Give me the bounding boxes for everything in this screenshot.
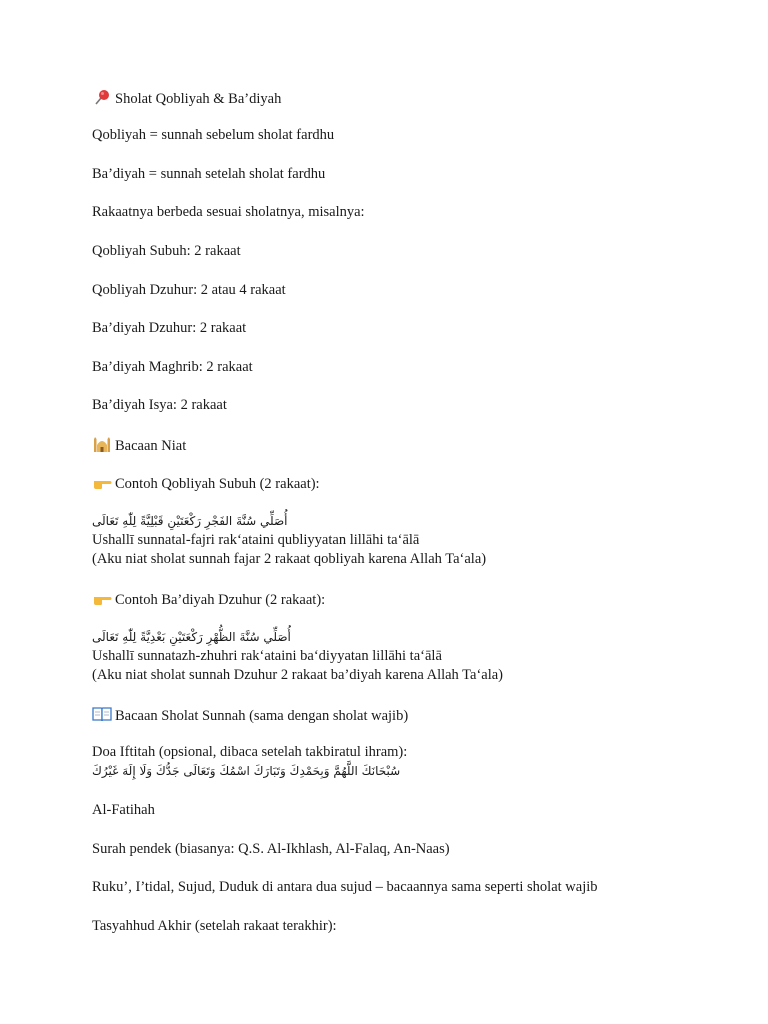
list-item: Ba’diyah Maghrib: 2 rakaat	[92, 359, 253, 375]
list-item: Qobliyah Subuh: 2 rakaat	[92, 243, 241, 259]
niat-arabic-subuh: أُصَلِّي سُنَّةَ الفَجْرِ رَكْعَتَيْنِ قَبْلِيَّةً لِلّٰهِ تَعَالَى	[92, 514, 288, 528]
surah-pendek: Surah pendek (biasanya: Q.S. Al-Ikhlash, Al-Falaq, An-Naas)	[92, 841, 450, 857]
niat-meaning-subuh: (Aku niat sholat sunnah fajar 2 rakaat qobliyah karena Allah Ta‘ala)	[92, 551, 487, 567]
example-badiyah-dzuhur-title: Contoh Ba’diyah Dzuhur (2 rakaat):	[92, 589, 325, 609]
fatihah-label: Al-Fatihah	[92, 802, 155, 818]
heading-qobliyah-badiyah: Sholat Qobliyah & Ba’diyah	[92, 88, 281, 108]
niat-arabic-dzuhur: أُصَلِّي سُنَّةَ الظُّهْرِ رَكْعَتَيْنِ بَعْدِيَّةً لِلّٰهِ تَعَالَى	[92, 630, 291, 644]
pointing-hand-icon	[92, 473, 112, 491]
heading-bacaan-sholat: Bacaan Sholat Sunnah (sama dengan sholat wajib)	[92, 705, 408, 725]
rakaat-intro: Rakaatnya berbeda sesuai sholatnya, misalnya:	[92, 204, 365, 220]
niat-meaning-dzuhur: (Aku niat sholat sunnah Dzuhur 2 rakaat ba’diyah karena Allah Ta‘ala)	[92, 667, 504, 683]
ruku-note: Ruku’, I’tidal, Sujud, Duduk di antara dua sujud – bacaannya sama seperti sholat wajib	[92, 879, 598, 895]
open-book-icon	[92, 705, 112, 723]
niat-latin-subuh: Ushallī sunnatal-fajri rak‘ataini qubliyyatan lillāhi ta‘ālā	[92, 532, 420, 548]
list-item: Ba’diyah Dzuhur: 2 rakaat	[92, 320, 247, 336]
pushpin-icon	[92, 88, 112, 106]
heading-bacaan-niat: Bacaan Niat	[92, 435, 186, 455]
pointing-hand-icon	[92, 589, 112, 607]
mosque-icon	[92, 435, 112, 453]
list-item: Ba’diyah Isya: 2 rakaat	[92, 397, 227, 413]
example-qobliyah-subuh-title: Contoh Qobliyah Subuh (2 rakaat):	[92, 473, 320, 493]
niat-latin-dzuhur: Ushallī sunnatazh-zhuhri rak‘ataini ba‘diyyatan lillāhi ta‘ālā	[92, 648, 442, 664]
definition-badiyah: Ba’diyah = sunnah setelah sholat fardhu	[92, 166, 326, 182]
iftitah-arabic: سُبْحَانَكَ اللَّهُمَّ وَبِحَمْدِكَ وَتَبَارَكَ اسْمُكَ وَتَعَالَى جَدُّكَ وَلَا إِلَهَ غَيْرُكَ	[92, 764, 401, 778]
list-item: Qobliyah Dzuhur: 2 atau 4 rakaat	[92, 282, 286, 298]
iftitah-title: Doa Iftitah (opsional, dibaca setelah takbiratul ihram):	[92, 744, 408, 760]
tasyahhud-title: Tasyahhud Akhir (setelah rakaat terakhir):	[92, 918, 337, 934]
definition-qobliyah: Qobliyah = sunnah sebelum sholat fardhu	[92, 127, 335, 143]
